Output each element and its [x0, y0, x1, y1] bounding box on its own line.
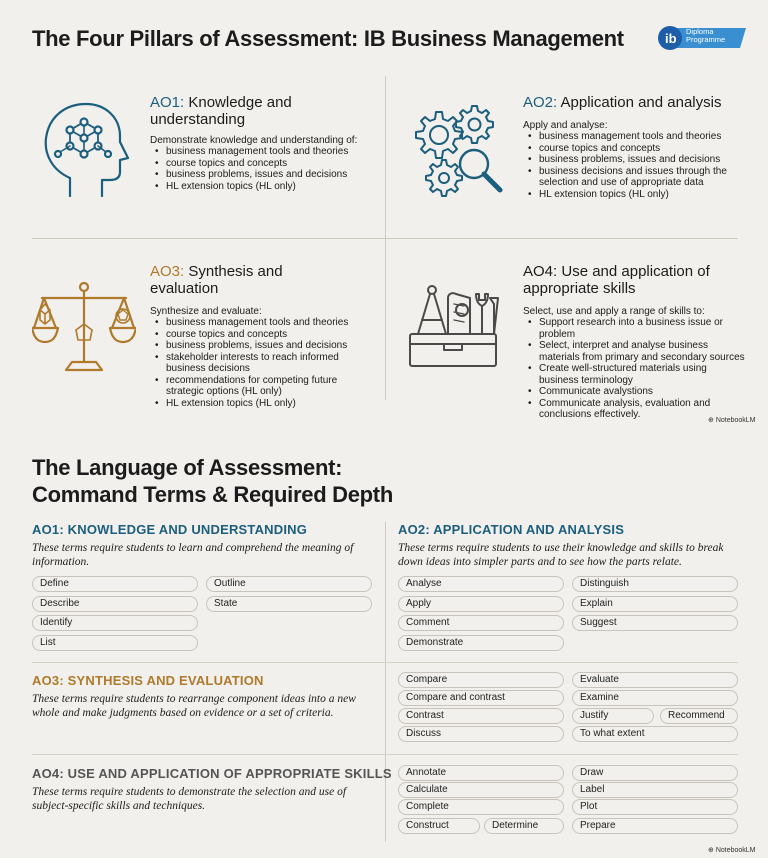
ao3-heading: AO3: SYNTHESIS AND EVALUATION — [32, 673, 264, 688]
term-pill: Demonstrate — [398, 635, 564, 651]
term-pill: Suggest — [572, 615, 738, 631]
term-pill: Comment — [398, 615, 564, 631]
list-item: • HL extension topics (HL only) — [150, 398, 350, 410]
head-network-icon — [40, 100, 130, 205]
section-title: The Language of Assessment: Command Terms & Required Depth — [32, 455, 393, 507]
gears-magnifier-icon — [406, 102, 506, 203]
list-item: • Create well-structured materials using business terminology — [523, 363, 748, 386]
pillar-ao2-intro: Apply and analyse: — [523, 120, 608, 131]
term-pill: Justify — [572, 708, 654, 724]
list-item: • Support research into a business issue or problem — [523, 317, 748, 340]
pillar-ao4-title: AO4: Use and application of appropriate skills — [523, 263, 710, 297]
term-pill: Determine — [484, 818, 564, 834]
list-item: • business management tools and theories — [150, 317, 350, 329]
list-item: • business decisions and issues through the selection and use of appropriate data — [523, 166, 733, 189]
term-pill: Prepare — [572, 818, 738, 834]
ib-logo — [656, 24, 748, 52]
term-pill: Evaluate — [572, 672, 738, 688]
page-title: The Four Pillars of Assessment: IB Business Management — [32, 26, 624, 51]
list-item: • course topics and concepts — [150, 329, 350, 341]
term-pill: Compare — [398, 672, 564, 688]
list-item: • HL extension topics (HL only) — [150, 181, 380, 193]
term-pill: Recommend — [660, 708, 738, 724]
pillar-ao1-bullets — [150, 146, 380, 192]
pillar-ao4-bullets — [523, 317, 748, 421]
pillar-ao4 — [523, 263, 755, 421]
term-pill: List — [32, 635, 198, 651]
ao4-heading: AO4: USE AND APPLICATION OF APPROPRIATE SKILLS — [32, 766, 392, 781]
row-divider — [32, 754, 738, 755]
toolbox-icon — [408, 284, 504, 375]
watermark: ⊕ NotebookLM — [708, 416, 756, 424]
pillar-ao2-bullets — [523, 131, 733, 200]
term-pill: Complete — [398, 799, 564, 815]
list-item: • course topics and concepts — [150, 158, 380, 170]
term-pill: Draw — [572, 765, 738, 781]
pillar-ao2 — [523, 94, 753, 200]
term-pill: Distinguish — [572, 576, 738, 592]
list-item: • business problems, issues and decisions — [523, 154, 733, 166]
list-item: • Communicate avalystions — [523, 386, 748, 398]
list-item: • recommendations for competing future strategic options (HL only) — [150, 375, 350, 398]
term-pill: To what extent — [572, 726, 738, 742]
list-item: • business management tools and theories — [150, 146, 380, 158]
ao2-heading: AO2: APPLICATION AND ANALYSIS — [398, 522, 625, 537]
list-item: • Communicate analysis, evaluation and conclusions effectively. — [523, 398, 748, 421]
balance-scale-icon — [32, 280, 136, 379]
term-pill: Label — [572, 782, 738, 798]
term-pill: Analyse — [398, 576, 564, 592]
list-item: • business management tools and theories — [523, 131, 733, 143]
term-pill: Annotate — [398, 765, 564, 781]
term-pill: Compare and contrast — [398, 690, 564, 706]
term-pill: Describe — [32, 596, 198, 612]
ao1-heading: AO1: KNOWLEDGE AND UNDERSTANDING — [32, 522, 308, 537]
ib-logo-text: Diploma Programme — [686, 27, 726, 44]
term-pill: Define — [32, 576, 198, 592]
pillar-ao1 — [150, 94, 380, 192]
pillar-ao3-bullets — [150, 317, 350, 409]
list-item: • Select, interpret and analyse business materials from primary and secondary sources — [523, 340, 748, 363]
ao1-description: These terms require students to learn and comprehend the meaning of information. — [32, 542, 354, 568]
term-pill: Contrast — [398, 708, 564, 724]
list-item: • business problems, issues and decisions — [150, 169, 380, 181]
pillar-ao2-title: AO2: Application and analysis — [523, 94, 722, 111]
pillar-ao3-intro: Synthesize and evaluate: — [150, 306, 262, 317]
ao3-description: These terms require students to rearrange component ideas into a new whole and make judgments based on evidence or a set of criteria. — [32, 693, 356, 719]
list-item: • HL extension topics (HL only) — [523, 189, 733, 201]
pillar-ao3-title: AO3: Synthesis and evaluation — [150, 263, 283, 297]
term-pill: Explain — [572, 596, 738, 612]
list-item: • business problems, issues and decisions — [150, 340, 350, 352]
pillar-ao4-intro: Select, use and apply a range of skills to: — [523, 306, 705, 317]
pillar-divider-horizontal — [32, 238, 738, 239]
term-pill: Construct — [398, 818, 480, 834]
term-pill: Plot — [572, 799, 738, 815]
pillar-ao1-intro: Demonstrate knowledge and understanding of: — [150, 135, 358, 146]
terms-divider-vertical — [385, 522, 386, 842]
pillar-ao3 — [150, 263, 380, 409]
watermark: ⊕ NotebookLM — [708, 846, 756, 854]
svg-text:ib: ib — [665, 31, 677, 46]
term-pill: Identify — [32, 615, 198, 631]
term-pill: Apply — [398, 596, 564, 612]
term-pill: Calculate — [398, 782, 564, 798]
term-pill: State — [206, 596, 372, 612]
ao4-description: These terms require students to demonstrate the selection and use of subject-specific skills and techniques. — [32, 786, 347, 812]
term-pill: Discuss — [398, 726, 564, 742]
term-pill: Outline — [206, 576, 372, 592]
list-item: • course topics and concepts — [523, 143, 733, 155]
list-item: • stakeholder interests to reach informed business decisions — [150, 352, 350, 375]
ao2-description: These terms require students to use their knowledge and skills to break down ideas into simpler parts and to see how the parts relate. — [398, 542, 724, 568]
term-pill: Examine — [572, 690, 738, 706]
pillar-ao1-title: AO1: Knowledge and understanding — [150, 94, 292, 128]
row-divider — [32, 662, 738, 663]
